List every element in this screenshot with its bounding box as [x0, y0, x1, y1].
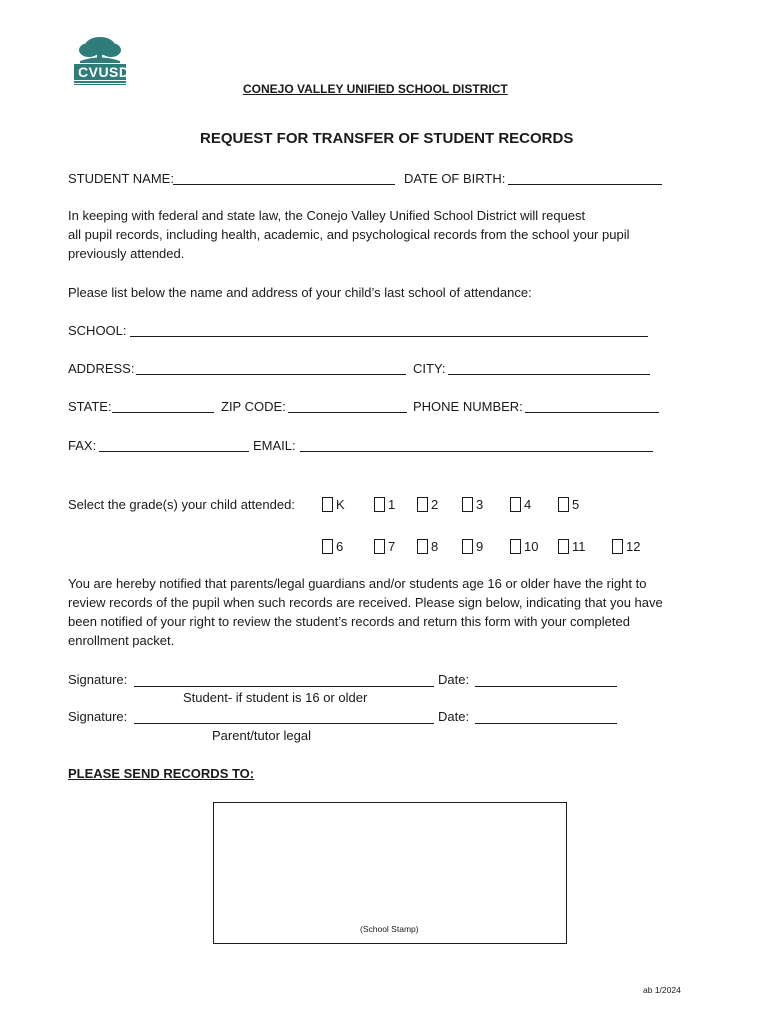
- zip-label: ZIP CODE:: [221, 399, 286, 414]
- parent-date-field[interactable]: [475, 723, 617, 724]
- district-name: CONEJO VALLEY UNIFIED SCHOOL DISTRICT: [243, 82, 508, 96]
- grade-7-label: 7: [388, 539, 396, 554]
- grade-11-label: 11: [572, 539, 586, 554]
- cvusd-logo: [68, 34, 132, 92]
- grade-6-label: 6: [336, 539, 344, 554]
- grade-8-checkbox[interactable]: [417, 539, 428, 554]
- logo-text: CVUSD: [78, 64, 130, 80]
- email-label: EMAIL:: [253, 438, 296, 453]
- intro-line-3: previously attended.: [68, 246, 185, 261]
- parent-date-label: Date:: [438, 709, 470, 724]
- grade-12-checkbox[interactable]: [612, 539, 623, 554]
- grade-11-checkbox[interactable]: [558, 539, 569, 554]
- student-date-label: Date:: [438, 672, 470, 687]
- grade-4-checkbox[interactable]: [510, 497, 521, 512]
- grade-7-checkbox[interactable]: [374, 539, 385, 554]
- grade-1-checkbox[interactable]: [374, 497, 385, 512]
- dob-field[interactable]: [508, 184, 662, 185]
- grade-5-label: 5: [572, 497, 580, 512]
- address-field[interactable]: [136, 374, 406, 375]
- school-field[interactable]: [130, 336, 648, 337]
- student-signature-caption: Student- if student is 16 or older: [183, 690, 368, 705]
- fax-field[interactable]: [99, 451, 249, 452]
- send-records-heading: PLEASE SEND RECORDS TO:: [68, 766, 255, 781]
- student-date-field[interactable]: [475, 686, 617, 687]
- grade-2-checkbox[interactable]: [417, 497, 428, 512]
- grade-k-label: K: [336, 497, 345, 512]
- school-stamp-label: (School Stamp): [360, 924, 419, 934]
- student-signature-label: Signature:: [68, 672, 128, 687]
- address-label: ADDRESS:: [68, 361, 135, 376]
- grade-12-label: 12: [626, 539, 641, 554]
- grades-prompt: Select the grade(s) your child attended:: [68, 497, 295, 512]
- dob-label: DATE OF BIRTH:: [404, 171, 506, 186]
- intro-line-1: In keeping with federal and state law, the Conejo Valley Unified School District will request: [68, 208, 586, 223]
- notice-line-4: enrollment packet.: [68, 633, 175, 648]
- grade-8-label: 8: [431, 539, 439, 554]
- parent-signature-caption: Parent/tutor legal: [212, 728, 312, 743]
- grade-9-label: 9: [476, 539, 484, 554]
- school-label: SCHOOL:: [68, 323, 127, 338]
- grade-2-label: 2: [431, 497, 439, 512]
- grade-4-label: 4: [524, 497, 532, 512]
- state-field[interactable]: [112, 412, 214, 413]
- notice-line-2: review records of the pupil when such records are received. Please sign below, indicating that you have: [68, 595, 663, 610]
- notice-line-1: You are hereby notified that parents/legal guardians and/or students age 16 or older have the right to: [68, 576, 647, 591]
- school-stamp-box: [213, 802, 567, 944]
- grade-10-checkbox[interactable]: [510, 539, 521, 554]
- phone-label: PHONE NUMBER:: [413, 399, 523, 414]
- parent-signature-field[interactable]: [134, 723, 434, 724]
- tree-logo-icon: [68, 34, 132, 92]
- phone-field[interactable]: [525, 412, 659, 413]
- student-name-label: STUDENT NAME:: [68, 171, 174, 186]
- notice-line-3: been notified of your right to review the student’s records and return this form with your completed: [68, 614, 630, 629]
- zip-field[interactable]: [288, 412, 407, 413]
- fax-label: FAX:: [68, 438, 97, 453]
- intro-line-2: all pupil records, including health, academic, and psychological records from the school your pupil: [68, 227, 630, 242]
- city-label: CITY:: [413, 361, 446, 376]
- parent-signature-label: Signature:: [68, 709, 128, 724]
- grade-3-checkbox[interactable]: [462, 497, 473, 512]
- grade-5-checkbox[interactable]: [558, 497, 569, 512]
- grade-10-label: 10: [524, 539, 539, 554]
- grade-1-label: 1: [388, 497, 396, 512]
- state-label: STATE:: [68, 399, 112, 414]
- grade-k-checkbox[interactable]: [322, 497, 333, 512]
- grade-3-label: 3: [476, 497, 484, 512]
- student-name-field[interactable]: [173, 184, 395, 185]
- form-title: REQUEST FOR TRANSFER OF STUDENT RECORDS: [200, 130, 574, 147]
- list-prompt: Please list below the name and address of your child’s last school of attendance:: [68, 285, 532, 300]
- student-signature-field[interactable]: [134, 686, 434, 687]
- email-field[interactable]: [300, 451, 653, 452]
- grade-9-checkbox[interactable]: [462, 539, 473, 554]
- revision-footer: ab 1/2024: [643, 985, 681, 995]
- grade-6-checkbox[interactable]: [322, 539, 333, 554]
- city-field[interactable]: [448, 374, 650, 375]
